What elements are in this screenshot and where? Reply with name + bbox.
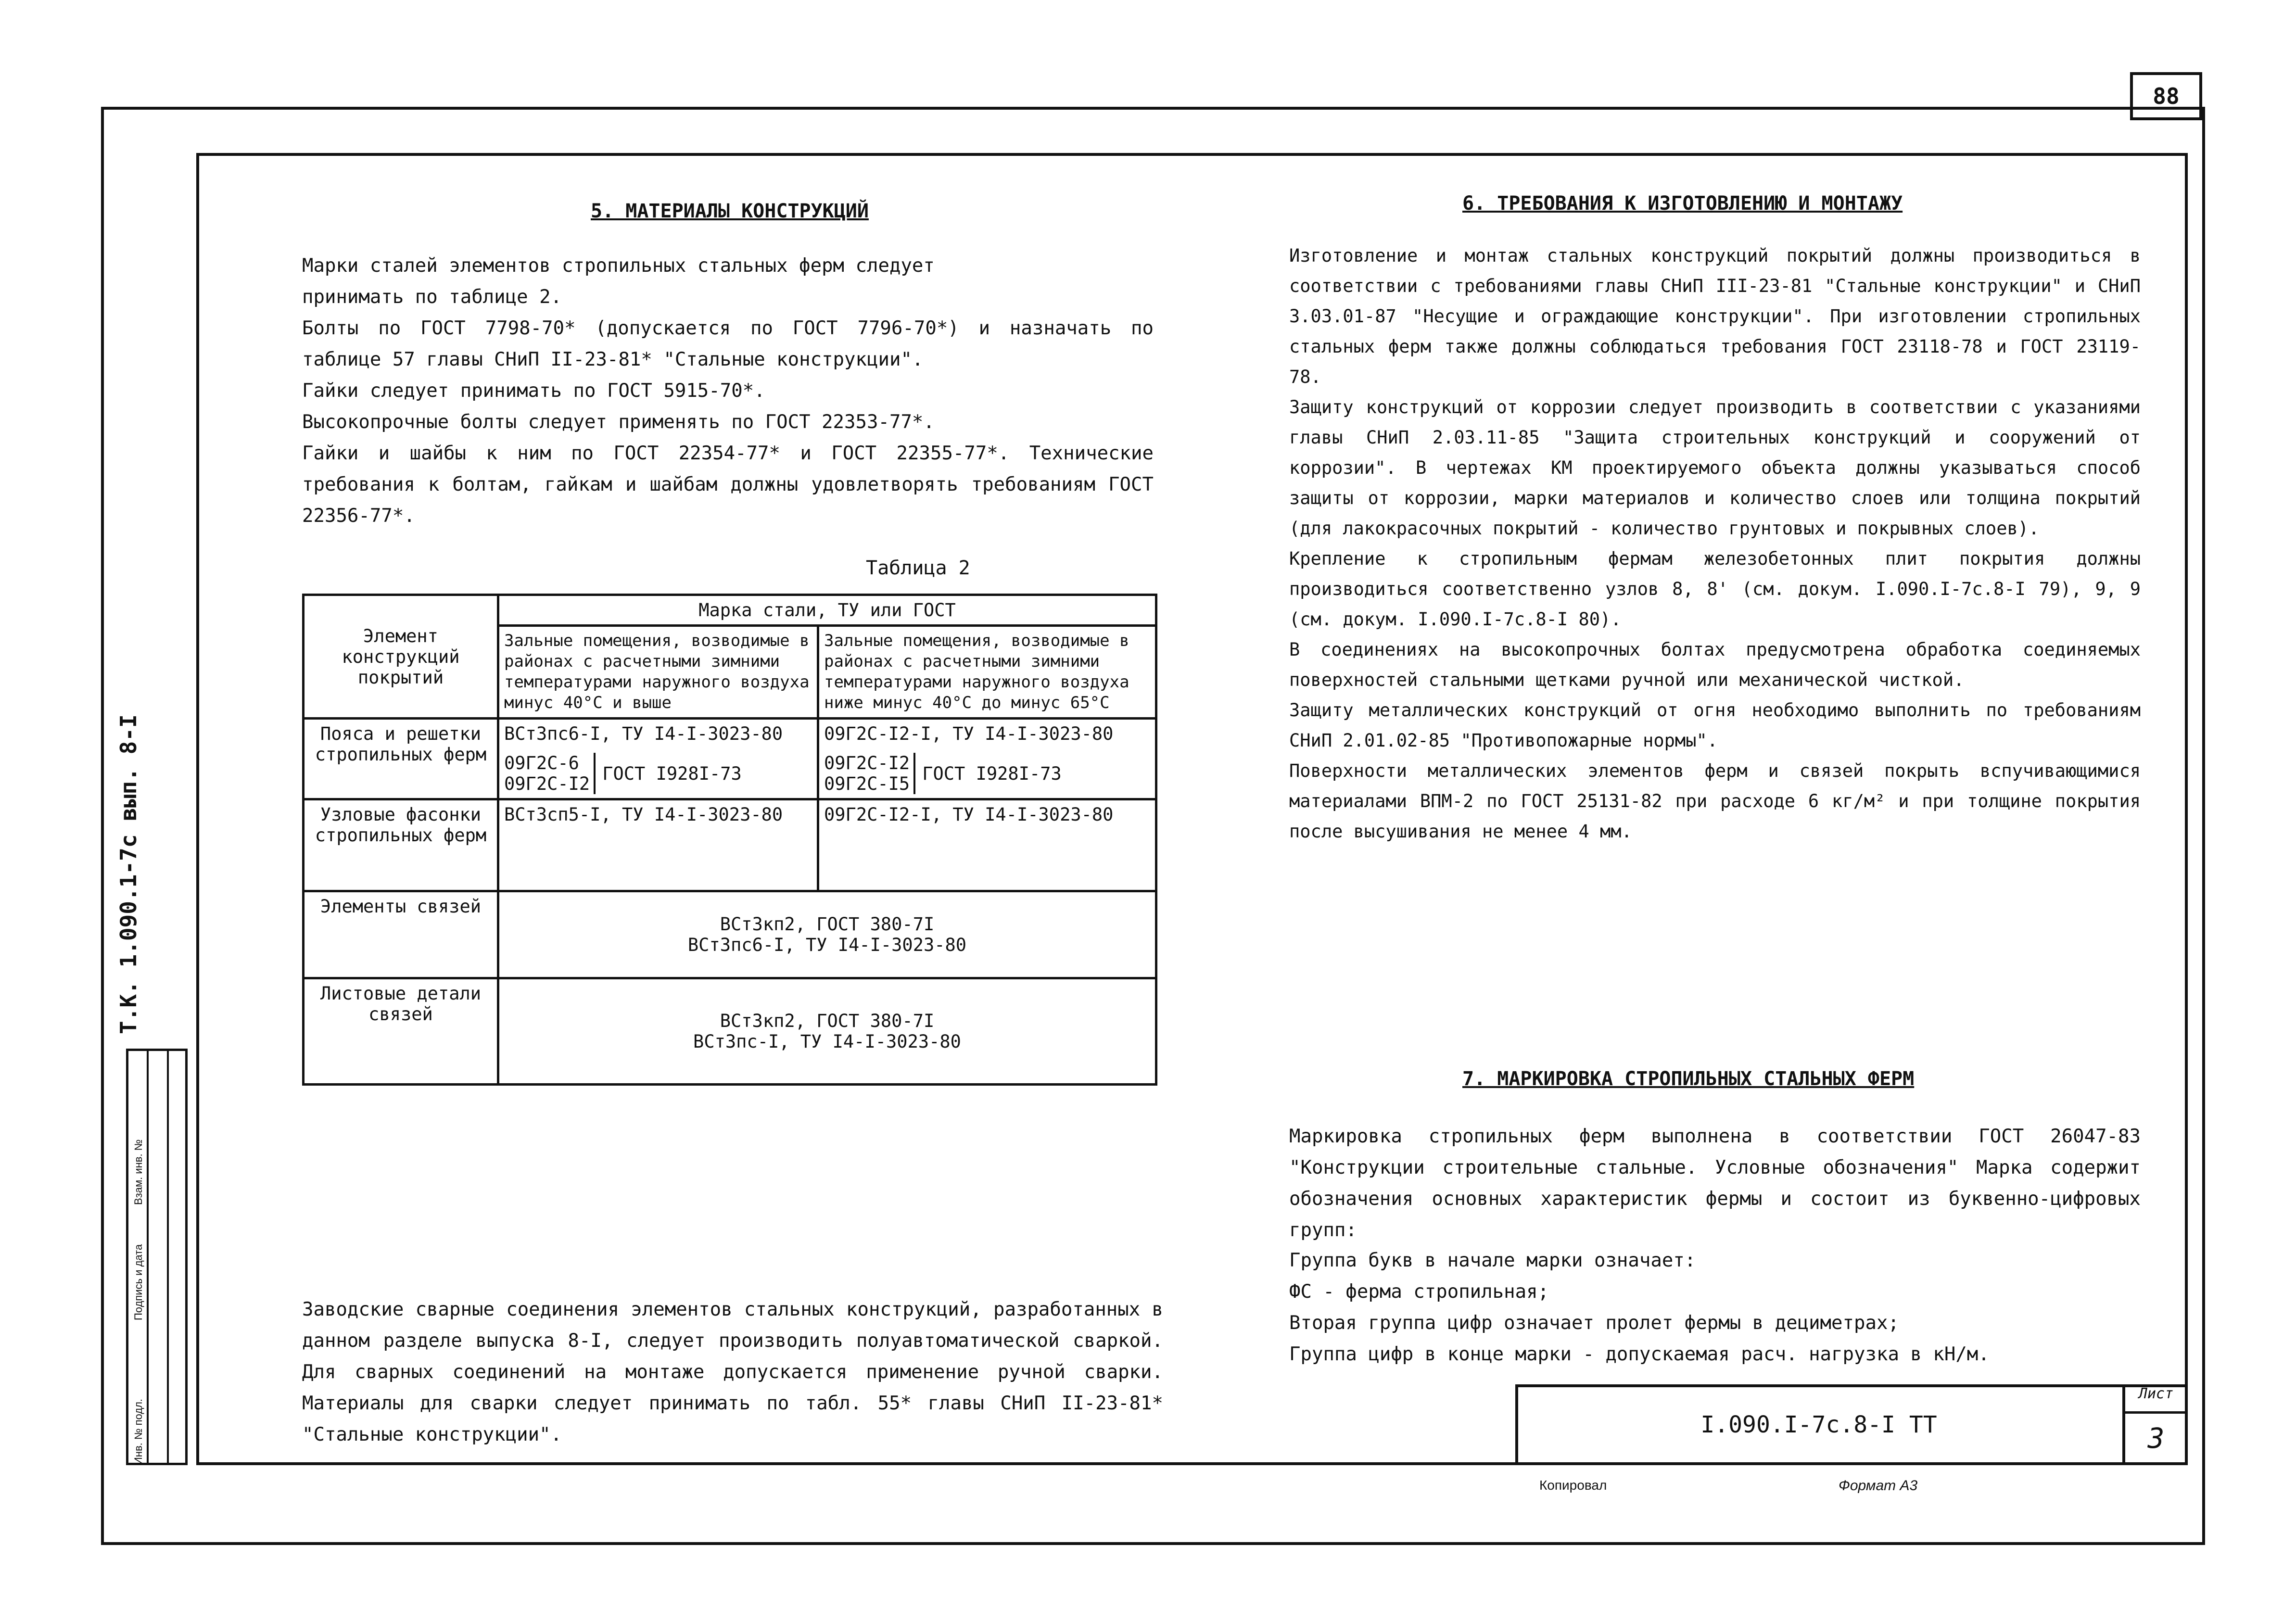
- section-5-text: Марки сталей элементов стропильных стальных ферм следует принимать по таблице 2. Болты по ГОСТ 7798-70* (допускается по ГОСТ 7796-70*) и назначать по таблице 57 главы СНиП II-23-81* "Стальные конструкции". Гайки следует принимать по ГОСТ 5915-70*. Высокопрочные болты следует применять по ГОСТ 22353-77*. Гайки и шайбы к ним по ГОСТ 22354-77* и ГОСТ 22355-77*. Технические требования к болтам, гайкам и шайбам должны удовлетворять требованиям ГОСТ 22356-77*.: [302, 255, 1154, 527]
- stamp-sheet-number: 3: [2147, 1422, 2165, 1455]
- section-7-text: Маркировка стропильных ферм выполнена в соответствии ГОСТ 26047-83 "Конструкции строительные стальные. Условные обозначения" Марка содержит обозначения основных характеристик фермы и состоит из буквенно-цифровых групп:: [1289, 1126, 2141, 1241]
- table-caption: Таблица 2: [866, 557, 970, 579]
- side-strip: [126, 1049, 188, 1465]
- table-cell-element: Листовые детали связей: [304, 978, 498, 1085]
- stamp-sheet-label: Лист: [2138, 1385, 2174, 1402]
- table-cell-zone-a: ВСт3сп5-I, ТУ I4-I-3023-80: [498, 799, 818, 891]
- table-row: [304, 891, 1156, 978]
- table-cell-zone-a: [498, 719, 818, 799]
- section-6-heading: 6. ТРЕБОВАНИЯ К ИЗГОТОВЛЕНИЮ И МОНТАЖУ: [1462, 192, 1903, 215]
- cell-grades: 09Г2С-I2 09Г2С-I5: [824, 753, 915, 794]
- section-5-welding-text: Заводские сварные соединения элементов стальных конструкций, разработанных в данном разделе выпуска 8-I, следует производить полуавтоматической сваркой. Для сварных соединений на монтаже допускается применение ручной сварки. Материалы для сварки следует принимать по табл. 55* главы СНиП II-23-81* "Стальные конструкции".: [302, 1299, 1163, 1445]
- stamp-document-code: I.090.I-7с.8-I ТТ: [1700, 1411, 1937, 1438]
- table-header-zone-a: Зальные помещения, возводимые в районах с расчетными зимними температурами наружного воздуха минус 40°С и выше: [498, 626, 818, 719]
- table-row: [304, 799, 1156, 891]
- table-cell-element: Узловые фасонки стропильных ферм: [304, 799, 498, 891]
- strip-label: Взам. инв. №: [132, 1139, 144, 1205]
- section-7-heading: 7. МАРКИРОВКА СТРОПИЛЬНЫХ СТАЛЬНЫХ ФЕРМ: [1462, 1068, 1915, 1090]
- strip-column: [149, 1051, 169, 1463]
- table-header-mark: Марка стали, ТУ или ГОСТ: [498, 595, 1156, 626]
- footer-copied: Копировал: [1539, 1478, 1607, 1493]
- table-cell-merged: ВСт3кп2, ГОСТ 380-7I ВСт3пс6-I, ТУ I4-I-3023-80: [498, 891, 1156, 978]
- side-document-code: Т.К. 1.090.1-7с вып. 8-I: [115, 714, 141, 1034]
- table-header-zone-b: Зальные помещения, возводимые в районах с расчетными зимними температурами наружного воздуха ниже минус 40°С до минус 65°С: [818, 626, 1156, 719]
- table-cell-zone-b: 09Г2С-I2-I, ТУ I4-I-3023-80: [818, 799, 1156, 891]
- page-number: 88: [2130, 72, 2202, 120]
- strip-label: Подпись и дата: [132, 1244, 144, 1320]
- table-cell-element: Пояса и решетки стропильных ферм: [304, 719, 498, 799]
- cell-gost: ГОСТ I928I-73: [602, 763, 742, 784]
- table-header-element: Элемент конструкций покрытий: [304, 595, 498, 719]
- cell-line: 09Г2С-I2-I, ТУ I4-I-3023-80: [824, 723, 1114, 744]
- stamp-divider: [2122, 1411, 2188, 1414]
- table-cell-merged: ВСт3кп2, ГОСТ 380-7I ВСт3пс-I, ТУ I4-I-3023-80: [498, 978, 1156, 1085]
- table-cell-element: Элементы связей: [304, 891, 498, 978]
- materials-table: [302, 594, 1157, 1086]
- table-row: [304, 719, 1156, 799]
- section-5-heading: 5. МАТЕРИАЛЫ КОНСТРУКЦИЙ: [591, 200, 869, 222]
- table-cell-zone-b: [818, 719, 1156, 799]
- table-row: [304, 978, 1156, 1085]
- cell-gost: ГОСТ I928I-73: [922, 763, 1062, 784]
- section-6-text: Изготовление и монтаж стальных конструкций покрытий должны производиться в соответствии с требованиями главы СНиП III-23-81 "Стальные конструкции" и СНиП 3.03.01-87 "Несущие и ограждающие конструкции". При изготовлении стропильных стальных ферм также должны соблюдаться требования ГОСТ 23118-78 и ГОСТ 23119-78. Защиту конструкций от коррозии следует производить в соответствии с указаниями главы СНиП 2.03.11-85 "Защита строительных конструкций и сооружений от коррозии". В чертежах КМ проектируемого объекта должны указываться способ защиты от коррозии, марки материалов и количество слоев или толщина покрытий (для лакокрасочных покрытий - количество грунтовых и покрывных слоев). Крепление к стропильным фермам железобетонных плит покрытия должны производиться соответственно узлов 8, 8' (см. докум. I.090.I-7с.8-I 79), 9, 9 (см. докум. I.090.I-7с.8-I 80). В соединениях на высокопрочных болтах предусмотрена обработка соединяемых поверхностей стальными щетками ручной или механической чисткой. Защиту металлических конструкций от огня необходимо выполнить по требованиям СНиП 2.01.02-85 "Противопожарные нормы". Поверхности металлических элементов ферм и связей покрыть вспучивающимися материалами ВПМ-2 по ГОСТ 25131-82 при расходе 6 кг/м² и при толщине покрытия после высушивания не менее 4 мм.: [1289, 245, 2141, 842]
- section-7-list: Группа букв в начале марки означает: ФС - ферма стропильная; Вторая группа цифр означает пролет фермы в дециметрах; Группа цифр в конце марки - допускаемая расч. нагрузка в кН/м.: [1289, 1250, 1990, 1365]
- footer-format: Формат А3: [1839, 1478, 1918, 1494]
- cell-grades: 09Г2С-6 09Г2С-I2: [504, 753, 596, 794]
- cell-line: ВСт3пс6-I, ТУ I4-I-3023-80: [504, 723, 783, 744]
- strip-label: Инв. № подл.: [132, 1398, 144, 1465]
